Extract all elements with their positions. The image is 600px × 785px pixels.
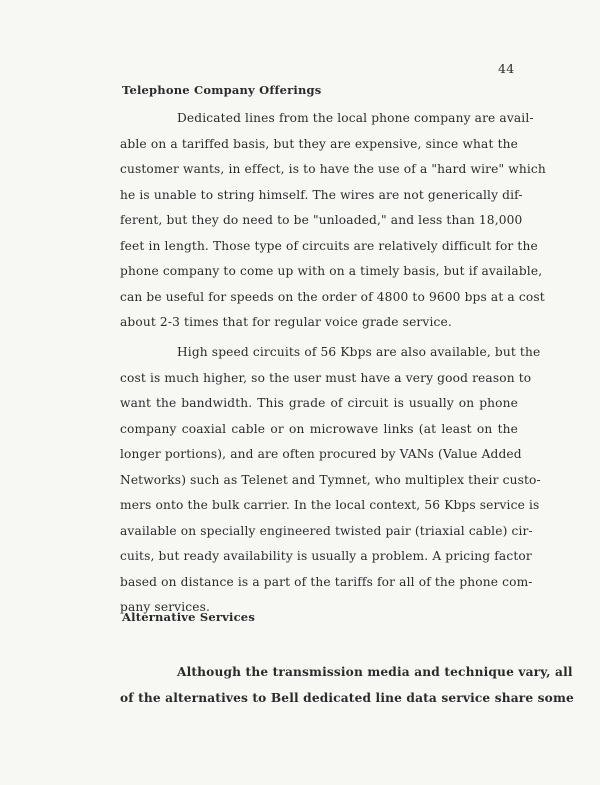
paragraph-line: Networks) such as Telenet and Tymnet, who multiplex their custo- bbox=[120, 472, 541, 487]
paragraph-alternatives bbox=[120, 660, 574, 711]
paragraph-line: of the alternatives to Bell dedicated line data service share some bbox=[120, 690, 574, 705]
paragraph-line: Dedicated lines from the local phone company are avail- bbox=[177, 111, 534, 125]
paragraph-line: about 2-3 times that for regular voice grade service. bbox=[120, 315, 452, 329]
paragraph-dedicated-lines bbox=[120, 106, 546, 336]
paragraph-line: want the bandwidth. This grade of circuit is usually on phone bbox=[120, 396, 518, 410]
section-heading-alternative-services: Alternative Services bbox=[122, 610, 255, 624]
paragraph-high-speed-circuits bbox=[120, 340, 541, 621]
paragraph-line: cost is much higher, so the user must have a very good reason to bbox=[120, 370, 532, 385]
paragraph-line: phone company to come up with on a timely basis, but if available, bbox=[120, 264, 543, 278]
paragraph-line: Although the transmission media and technique vary, all bbox=[177, 665, 573, 679]
paragraph-line: available on specially engineered twisted pair (triaxial cable) cir- bbox=[120, 523, 533, 538]
section-heading-telephone-company-offerings: Telephone Company Offerings bbox=[122, 83, 322, 97]
paragraph-line: cuits, but ready availability is usually a problem. A pricing factor bbox=[120, 549, 532, 563]
paragraph-line: pany services. bbox=[120, 600, 211, 614]
paragraph-line: feet in length. Those type of circuits are relatively difficult for the bbox=[120, 238, 538, 253]
page-number: 44 bbox=[498, 61, 515, 76]
paragraph-line: ferent, but they do need to be "unloaded," and less than 18,000 bbox=[120, 213, 523, 227]
paragraph-line: able on a tariffed basis, but they are expensive, since what the bbox=[120, 136, 518, 151]
paragraph-line: based on distance is a part of the tariffs for all of the phone com- bbox=[120, 574, 533, 589]
paragraph-line: customer wants, in effect, is to have the use of a "hard wire" which bbox=[120, 162, 546, 176]
paragraph-line: he is unable to string himself. The wires are not generically dif- bbox=[120, 187, 523, 202]
paragraph-line: mers onto the bulk carrier. In the local context, 56 Kbps service is bbox=[120, 498, 540, 512]
paragraph-line: company coaxial cable or on microwave links (at least on the bbox=[120, 421, 518, 436]
paragraph-line: longer portions), and are often procured by VANs (Value Added bbox=[120, 447, 522, 461]
paragraph-line: High speed circuits of 56 Kbps are also available, but the bbox=[177, 345, 541, 359]
paragraph-line: can be useful for speeds on the order of 4800 to 9600 bps at a cost bbox=[120, 289, 545, 304]
